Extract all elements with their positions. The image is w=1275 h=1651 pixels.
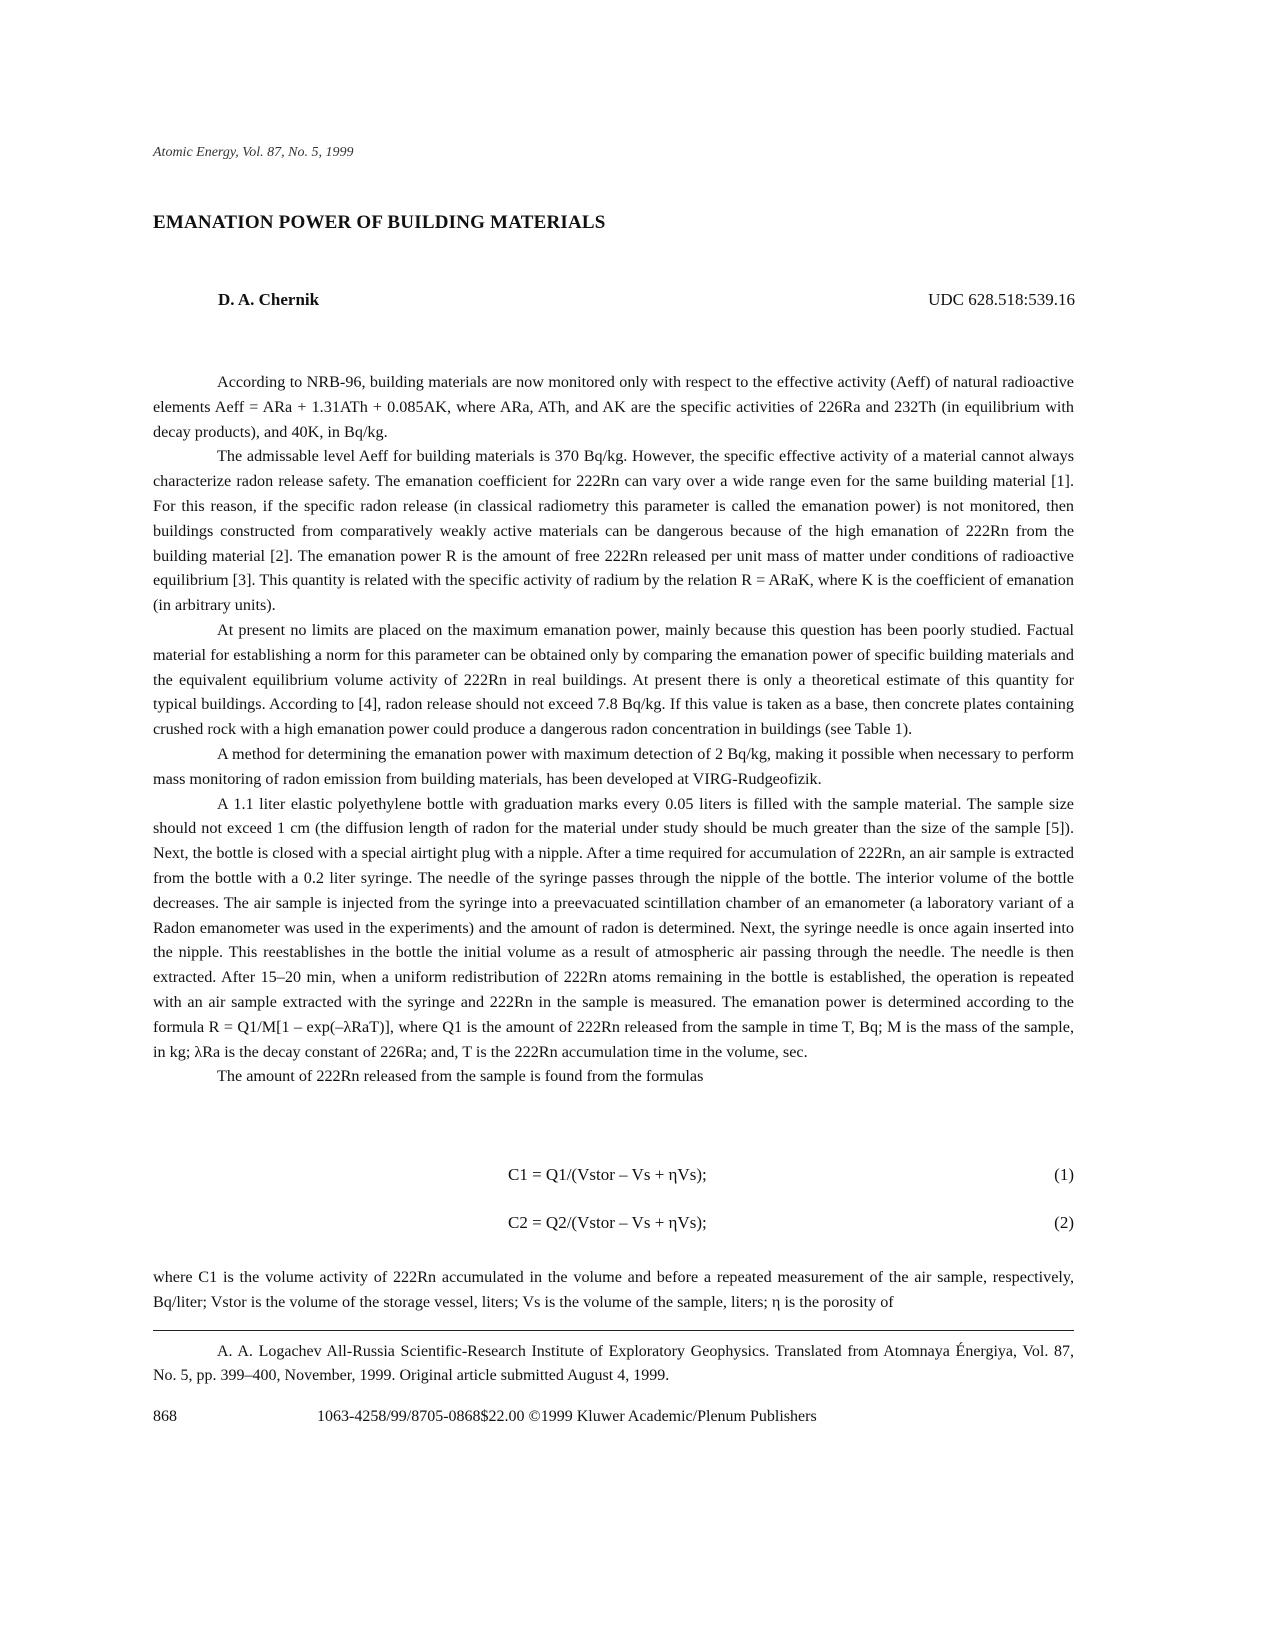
- paragraph: According to NRB-96, building materials are now monitored only with respect to the effective activity (Aeff) of natural radioactive elements Aeff = ARa + 1.31ATh + 0.085AK, where ARa, ATh, and AK are the specific activities of 226Ra and 232Th (in equilibrium with decay products), and 40K, in Bq/kg.: [153, 373, 1074, 441]
- footnote: [153, 1340, 1074, 1388]
- footnote-text: A. A. Logachev All-Russia Scientific-Research Institute of Exploratory Geophysics. Translated from Atomnaya Énergiya, Vol. 87, No. 5, pp. 399–400, November, 1999. Original article submitted August 4, 1999.: [153, 1343, 1074, 1384]
- udc-code: UDC 628.518:539.16: [928, 290, 1075, 309]
- equation-number: (1): [1054, 1165, 1074, 1184]
- paragraph: At present no limits are placed on the maximum emanation power, mainly because this question has been poorly studied. Factual material for establishing a norm for this parameter can be obtained only by comparing the emanation power of specific building materials and the equivalent equilibrium volume activity of 222Rn in real buildings. At present there is only a theoretical estimate of this quantity for typical buildings. According to [4], radon release should not exceed 7.8 Bq/kg. If this value is taken as a base, then concrete plates containing crushed rock with a high emanation power could produce a dangerous radon concentration in buildings (see Table 1).: [153, 620, 1074, 739]
- author: D. A. Chernik: [218, 290, 320, 309]
- paragraph-after-equations: where C1 is the volume activity of 222Rn accumulated in the volume and before a repeated measurement of the air sample, respectively, Bq/liter; Vstor is the volume of the storage vessel, liters; Vs is the volume of the sample, liters; η is the porosity of: [153, 1268, 1074, 1311]
- paragraph: A 1.1 liter elastic polyethylene bottle with graduation marks every 0.05 liters is filled with the sample material. The sample size should not exceed 1 cm (the diffusion length of radon for the material under study should be much greater than the size of the sample [5]). Next, the bottle is closed with a special airtight plug with a nipple. After a time required for accumulation of 222Rn, an air sample is extracted from the bottle with a 0.2 liter syringe. The needle of the syringe passes through the nipple of the bottle. The interior volume of the bottle decreases. The air sample is injected from the syringe into a preevacuated scintillation chamber of an emanometer (a laboratory variant of a Radon emanometer was used in the experiments) and the amount of radon is determined. Next, the syringe needle is once again inserted into the nipple. This reestablishes in the bottle the initial volume as a result of atmospheric air passing through the needle. The needle is then extracted. After 15–20 min, when a uniform redistribution of 222Rn atoms remaining in the bottle is established, the operation is repeated with an air sample extracted with the syringe and 222Rn in the sample is measured. The emanation power is determined according to the formula R = Q1/M[1 – exp(–λRaT)], where Q1 is the amount of 222Rn released from the sample in time T, Bq; M is the mass of the sample, in kg; λRa is the decay constant of 226Ra; and, T is the 222Rn accumulation time in the volume, sec.: [153, 794, 1074, 1061]
- paragraph: A method for determining the emanation power with maximum detection of 2 Bq/kg, making it possible when necessary to perform mass monitoring of radon emission from building materials, has been developed at VIRG-Rudgeofizik.: [153, 744, 1074, 788]
- article-title: EMANATION POWER OF BUILDING MATERIALS: [153, 212, 606, 233]
- copyright-line: 1063-4258/99/8705-0868$22.00 ©1999 Kluwer Academic/Plenum Publishers: [317, 1408, 817, 1425]
- page-number: 868: [153, 1408, 177, 1425]
- equation-formula: C2 = Q2/(Vstor – Vs + ηVs);: [508, 1213, 707, 1232]
- article-body: [153, 370, 1074, 1089]
- equation-number: (2): [1054, 1213, 1074, 1232]
- paragraph: The amount of 222Rn released from the sample is found from the formulas: [217, 1067, 704, 1086]
- footnote-divider: [153, 1330, 1074, 1331]
- equation-formula: C1 = Q1/(Vstor – Vs + ηVs);: [508, 1165, 707, 1184]
- paragraph: The admissable level Aeff for building materials is 370 Bq/kg. However, the specific effective activity of a material cannot always characterize radon release safety. The emanation coefficient for 222Rn can vary over a wide range even for the same building material [1]. For this reason, if the specific radon release (in classical radiometry this parameter is called the emanation power) is not monitored, then buildings constructed from comparatively weakly active materials can be dangerous because of the high emanation of 222Rn from the building material [2]. The emanation power R is the amount of free 222Rn released per unit mass of matter under conditions of radioactive equilibrium [3]. This quantity is related with the specific activity of radium by the relation R = ARaK, where K is the coefficient of emanation (in arbitrary units).: [153, 447, 1074, 615]
- journal-header: Atomic Energy, Vol. 87, No. 5, 1999: [153, 145, 354, 160]
